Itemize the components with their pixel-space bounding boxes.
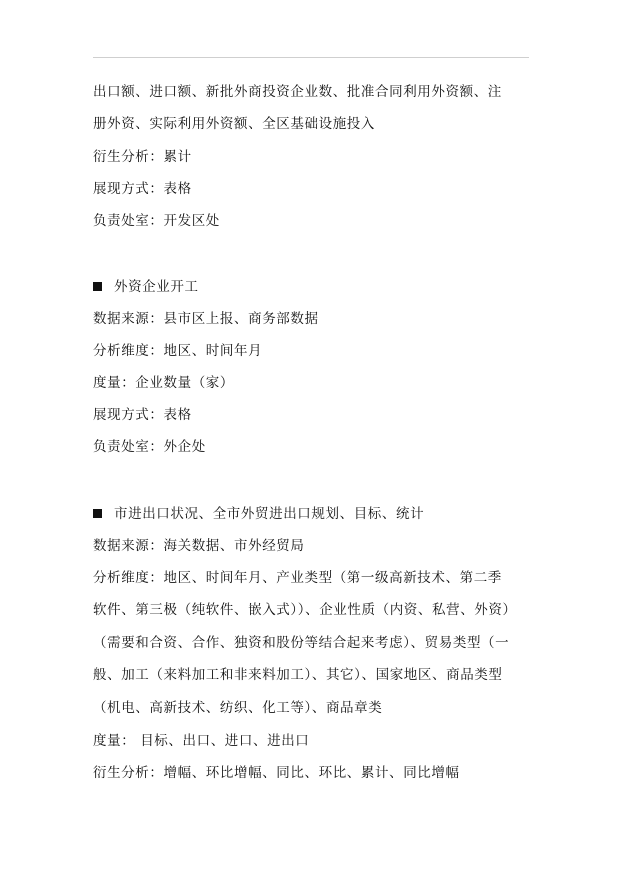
text-line: 展现方式：表格 (93, 181, 192, 197)
text-line: 软件、第三极（纯软件、嵌入式））、企业性质（内资、私营、外资） (93, 602, 517, 618)
text-line: 数据来源：县市区上报、商务部数据 (93, 311, 319, 327)
text-line: 分析维度：地区、时间年月、产业类型（第一级高新技术、第二季 (93, 570, 502, 586)
text-line: 出口额、进口额、新批外商投资企业数、批准合同利用外资额、注 (93, 84, 502, 100)
bullet-square-icon (93, 509, 102, 518)
text-line: 衍生分析：累计 (93, 149, 192, 165)
bullet-square-icon (93, 282, 102, 291)
text-line: 负责处室：外企处 (93, 439, 206, 455)
text-line: 度量：企业数量（家） (93, 375, 234, 391)
text-line: 册外资、实际利用外资额、全区基础设施投入 (93, 116, 375, 132)
header-rule (93, 57, 529, 58)
section-heading (93, 505, 543, 523)
text-line: 负责处室：开发区处 (93, 213, 220, 229)
section-heading-text: 市进出口状况、全市外贸进出口规划、目标、统计 (114, 506, 425, 522)
text-line: 衍生分析：增幅、环比增幅、同比、环比、累计、同比增幅 (93, 765, 460, 781)
text-line: （机电、高新技术、纺织、化工等）、商品章类 (93, 700, 383, 716)
text-line: 展现方式：表格 (93, 407, 192, 423)
text-line: （需要和合资、合作、独资和股份等结合起来考虑）、贸易类型（一 (93, 635, 510, 651)
text-line: 度量： 目标、出口、进口、进出口 (93, 733, 310, 749)
section-heading-text: 外资企业开工 (114, 279, 199, 295)
text-line: 分析维度：地区、时间年月 (93, 343, 263, 359)
section-heading (93, 278, 543, 296)
text-line: 数据来源：海关数据、市外经贸局 (93, 538, 305, 554)
text-line: 般、加工（来料加工和非来料加工）、其它）、国家地区、商品类型 (93, 667, 503, 683)
